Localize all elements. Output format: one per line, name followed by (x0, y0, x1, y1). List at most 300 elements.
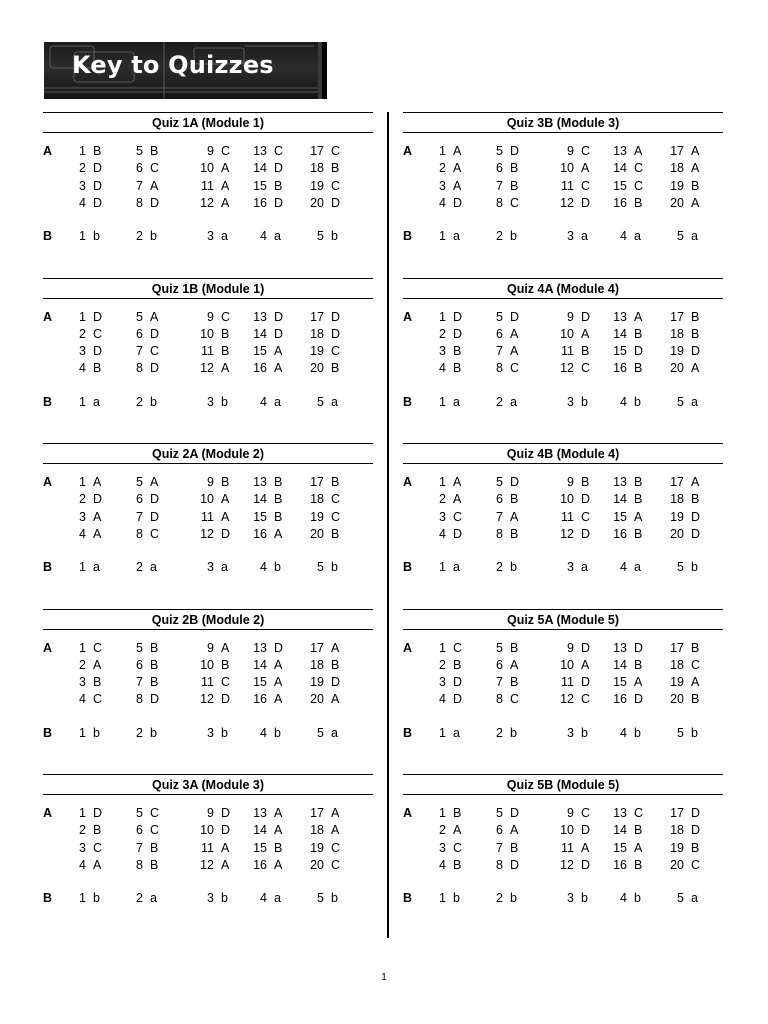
answer-row (72, 491, 372, 508)
answer-item (304, 178, 340, 195)
question-number: 15 (253, 509, 267, 524)
answer-letter: A (510, 344, 519, 359)
answer-letter: C (331, 509, 341, 524)
question-number: 9 (567, 806, 574, 820)
answer-item (432, 725, 460, 742)
question-number: 4 (620, 725, 627, 740)
question-number: 7 (496, 344, 503, 359)
answer-item (550, 160, 589, 177)
question-number: 13 (613, 475, 627, 489)
answer-letter: a (581, 560, 588, 574)
question-number: 7 (136, 840, 143, 855)
question-number: 16 (613, 857, 627, 872)
question-number: 1 (79, 475, 86, 489)
question-number: 6 (496, 161, 503, 176)
question-number: 13 (253, 309, 267, 324)
question-number: 12 (560, 195, 574, 210)
answer-item (190, 509, 229, 526)
answer-item (127, 143, 158, 160)
question-number: 14 (253, 657, 267, 672)
answer-letter: B (331, 657, 340, 672)
answer-item (432, 857, 461, 874)
answer-row (432, 343, 732, 360)
question-number: 2 (439, 492, 446, 507)
question-number: 4 (620, 394, 627, 409)
answer-item (607, 805, 643, 822)
answer-letter: b (634, 891, 641, 905)
question-number: 2 (496, 725, 503, 740)
quiz-block (43, 774, 373, 940)
question-number: 14 (613, 657, 627, 672)
question-number: 15 (253, 840, 267, 855)
answer-item (304, 326, 340, 343)
answer-item (127, 178, 158, 195)
answer-item (247, 526, 282, 543)
answer-letter: B (274, 475, 283, 489)
answer-row (72, 160, 372, 177)
answer-item (550, 360, 590, 377)
question-number: 3 (567, 891, 574, 905)
answer-item (72, 143, 101, 160)
question-number: 9 (207, 806, 214, 820)
answer-item (190, 657, 229, 674)
question-number: 6 (496, 657, 503, 672)
answer-letter: C (150, 526, 160, 541)
answer-letter: B (221, 344, 230, 359)
answer-item (72, 822, 101, 839)
answer-item (247, 725, 281, 742)
answer-item (664, 890, 698, 907)
answer-item (664, 674, 699, 691)
answer-row (432, 309, 732, 326)
answer-item (304, 160, 339, 177)
question-number: 2 (496, 394, 503, 409)
answer-item (72, 343, 102, 360)
answer-item (304, 309, 340, 326)
question-number: 5 (317, 229, 324, 243)
answer-row (72, 805, 372, 822)
answer-letter: D (691, 823, 701, 838)
answer-letter: B (510, 526, 519, 541)
quiz-block (43, 278, 373, 444)
answer-letter: D (510, 309, 520, 324)
answer-item (127, 160, 159, 177)
answer-item (664, 725, 698, 742)
answer-item (190, 526, 230, 543)
answer-letter: B (634, 857, 643, 872)
answer-row (72, 674, 372, 691)
answer-item (247, 822, 282, 839)
answer-item (127, 474, 158, 491)
answer-item (190, 725, 228, 742)
question-number: 7 (136, 344, 143, 359)
question-number: 2 (439, 657, 446, 672)
answer-letter: b (510, 229, 517, 243)
answer-item (247, 160, 283, 177)
answer-item (247, 195, 283, 212)
section-a-label: A (43, 144, 53, 158)
answer-letter: A (510, 823, 519, 838)
question-number: 1 (439, 560, 446, 574)
answer-letter: B (93, 675, 102, 690)
answer-letter: B (150, 840, 159, 855)
answer-letter: b (331, 560, 338, 574)
question-number: 18 (670, 326, 684, 341)
question-number: 19 (310, 344, 324, 359)
answer-letter: A (691, 475, 700, 489)
section-b-label: B (43, 725, 53, 740)
question-number: 5 (136, 475, 143, 489)
answer-item (487, 526, 518, 543)
question-number: 19 (670, 675, 684, 690)
answer-item (550, 857, 590, 874)
answer-letter: B (510, 840, 519, 855)
question-number: 16 (253, 195, 267, 210)
question-number: 2 (136, 394, 143, 409)
answer-letter: B (150, 675, 159, 690)
answer-letter: D (221, 526, 231, 541)
question-number: 4 (439, 857, 446, 872)
answer-row (432, 822, 732, 839)
answer-letter: D (691, 806, 701, 820)
question-number: 18 (310, 492, 324, 507)
question-number: 1 (79, 144, 86, 158)
answer-letter: a (634, 229, 641, 243)
answer-item (304, 228, 338, 245)
question-number: 2 (136, 891, 143, 905)
answer-item (247, 674, 282, 691)
answer-item (247, 474, 282, 491)
section-a-label: A (403, 144, 413, 158)
quiz-block (403, 609, 723, 775)
question-number: 1 (79, 640, 86, 655)
question-number: 3 (79, 840, 86, 855)
answer-item (127, 526, 159, 543)
question-number: 20 (310, 692, 324, 707)
answer-item (127, 559, 157, 576)
answer-item (247, 360, 282, 377)
answer-letter: b (150, 229, 157, 243)
answer-item (550, 890, 588, 907)
question-number: 10 (560, 657, 574, 672)
answer-item (127, 326, 159, 343)
answer-letter: C (581, 361, 591, 376)
answer-item (72, 526, 101, 543)
answer-item (550, 326, 589, 343)
answer-item (432, 805, 461, 822)
answer-letter: D (453, 675, 463, 690)
question-number: 13 (253, 144, 267, 158)
section-b-label: B (43, 394, 53, 409)
answer-item (607, 857, 642, 874)
answer-item (304, 840, 340, 857)
answer-letter: B (634, 475, 643, 489)
answer-letter: b (93, 891, 100, 905)
answer-item (550, 640, 590, 657)
answer-letter: b (634, 394, 641, 409)
question-number: 10 (200, 326, 214, 341)
question-number: 7 (496, 675, 503, 690)
question-number: 8 (136, 195, 143, 210)
question-number: 16 (253, 692, 267, 707)
question-number: 2 (496, 891, 503, 905)
answer-item (487, 228, 517, 245)
answer-item (127, 343, 159, 360)
question-number: 12 (200, 195, 214, 210)
answer-item (127, 491, 159, 508)
answer-item (304, 360, 339, 377)
answer-letter: b (581, 394, 588, 409)
answer-item (127, 890, 157, 907)
answer-letter: a (453, 394, 460, 409)
answer-item (247, 394, 281, 411)
answer-row (72, 195, 372, 212)
answer-letter: A (274, 526, 283, 541)
answer-item (487, 559, 517, 576)
question-number: 2 (79, 161, 86, 176)
question-number: 5 (496, 309, 503, 324)
answer-letter: D (691, 344, 701, 359)
answer-item (487, 343, 518, 360)
answer-item (664, 326, 699, 343)
answer-row (432, 195, 732, 212)
answer-letter: B (150, 144, 159, 158)
answer-letter: A (274, 857, 283, 872)
answer-letter: D (691, 526, 701, 541)
answer-letter: C (93, 692, 103, 707)
answer-item (72, 474, 101, 491)
answer-letter: B (634, 195, 643, 210)
answer-letter: B (221, 326, 230, 341)
answer-item (432, 360, 461, 377)
answer-item (304, 474, 339, 491)
answer-item (487, 640, 518, 657)
answer-letter: D (93, 806, 103, 820)
answer-row (72, 394, 372, 411)
question-number: 8 (496, 361, 503, 376)
answer-item (304, 725, 338, 742)
answer-item (550, 657, 589, 674)
question-number: 15 (613, 178, 627, 193)
question-number: 3 (439, 840, 446, 855)
answer-letter: a (634, 560, 641, 574)
answer-row (72, 640, 372, 657)
question-number: 6 (136, 326, 143, 341)
answer-item (664, 491, 699, 508)
quiz-title: Quiz 2B (Module 2) (43, 609, 373, 630)
answer-letter: A (221, 492, 230, 507)
question-number: 7 (136, 675, 143, 690)
answer-letter: D (150, 326, 160, 341)
answer-row (432, 178, 732, 195)
answer-item (550, 343, 589, 360)
answer-item (247, 143, 283, 160)
question-number: 14 (253, 161, 267, 176)
answer-letter: b (93, 725, 100, 740)
question-number: 1 (439, 725, 446, 740)
answer-letter: D (581, 857, 591, 872)
answer-letter: b (510, 725, 517, 740)
question-number: 4 (439, 195, 446, 210)
question-number: 17 (670, 309, 684, 324)
question-number: 11 (561, 840, 574, 855)
answer-letter: C (150, 161, 160, 176)
question-number: 4 (439, 692, 446, 707)
answer-letter: D (93, 492, 103, 507)
answer-letter: B (634, 657, 643, 672)
answer-letter: A (581, 161, 590, 176)
answer-letter: B (453, 361, 462, 376)
answer-item (607, 343, 643, 360)
answer-item (127, 394, 157, 411)
question-number: 4 (620, 560, 627, 574)
answer-item (127, 805, 159, 822)
answer-letter: C (150, 823, 160, 838)
question-number: 17 (670, 475, 684, 489)
answer-item (190, 822, 230, 839)
answer-item (664, 394, 698, 411)
question-number: 4 (620, 229, 627, 243)
answer-letter: C (150, 806, 160, 820)
question-number: 1 (79, 229, 86, 243)
answer-item (127, 195, 159, 212)
answer-letter: D (274, 161, 284, 176)
answer-item (664, 343, 700, 360)
question-number: 1 (439, 891, 446, 905)
answer-letter: A (691, 361, 700, 376)
question-number: 20 (310, 195, 324, 210)
answer-letter: C (581, 178, 591, 193)
question-number: 19 (670, 509, 684, 524)
question-number: 18 (310, 326, 324, 341)
answer-item (432, 657, 461, 674)
answer-letter: a (331, 394, 338, 409)
question-number: 12 (200, 692, 214, 707)
answer-letter: A (150, 178, 159, 193)
answer-item (432, 394, 460, 411)
answer-item (127, 840, 158, 857)
answer-letter: A (634, 144, 643, 158)
answer-item (607, 474, 642, 491)
answer-row (72, 326, 372, 343)
question-number: 9 (207, 309, 214, 324)
question-number: 4 (260, 394, 267, 409)
question-number: 3 (207, 891, 214, 905)
answer-item (190, 890, 228, 907)
question-number: 17 (310, 640, 324, 655)
question-number: 5 (677, 394, 684, 409)
answer-letter: C (691, 857, 701, 872)
answer-item (304, 691, 339, 708)
question-number: 14 (253, 823, 267, 838)
question-number: 19 (670, 344, 684, 359)
answer-item (487, 474, 519, 491)
answer-letter: A (453, 475, 462, 489)
question-number: 13 (253, 640, 267, 655)
answer-item (664, 691, 699, 708)
answer-letter: A (274, 692, 283, 707)
answer-item (127, 309, 158, 326)
answer-letter: A (453, 144, 462, 158)
answer-letter: b (331, 229, 338, 243)
answer-item (72, 725, 100, 742)
answer-item (72, 326, 102, 343)
answer-item (127, 657, 158, 674)
quiz-block (403, 774, 723, 940)
answer-letter: b (691, 725, 698, 740)
answer-letter: B (691, 692, 700, 707)
answer-item (127, 857, 158, 874)
question-number: 4 (260, 725, 267, 740)
title-banner (44, 42, 318, 99)
question-number: 4 (79, 692, 86, 707)
question-number: 4 (79, 526, 86, 541)
answer-letter: D (581, 195, 591, 210)
answer-letter: a (691, 394, 698, 409)
question-number: 8 (136, 692, 143, 707)
answer-item (487, 160, 518, 177)
question-number: 2 (496, 229, 503, 243)
question-number: 3 (207, 725, 214, 740)
answer-letter: B (453, 344, 462, 359)
answer-letter: a (510, 394, 517, 409)
answer-letter: D (150, 509, 160, 524)
question-number: 2 (136, 229, 143, 243)
answer-item (72, 805, 102, 822)
answer-item (247, 640, 283, 657)
question-number: 1 (79, 560, 86, 574)
question-number: 3 (567, 560, 574, 574)
answer-letter: a (453, 560, 460, 574)
answer-letter: A (274, 657, 283, 672)
question-number: 6 (136, 823, 143, 838)
answer-item (304, 857, 340, 874)
answer-letter: A (93, 509, 102, 524)
answer-letter: D (510, 806, 520, 820)
answer-row (72, 691, 372, 708)
question-number: 3 (439, 675, 446, 690)
answer-item (432, 474, 461, 491)
question-number: 19 (310, 178, 324, 193)
question-number: 3 (79, 675, 86, 690)
answer-letter: B (93, 823, 102, 838)
answer-item (664, 160, 699, 177)
answer-letter: B (691, 178, 700, 193)
question-number: 1 (79, 806, 86, 820)
answer-letter: D (93, 195, 103, 210)
answer-item (190, 805, 230, 822)
answer-item (304, 559, 338, 576)
answer-letter: A (331, 692, 340, 707)
answer-row (72, 509, 372, 526)
answer-item (432, 160, 461, 177)
answer-letter: D (581, 823, 591, 838)
answer-item (190, 691, 230, 708)
question-number: 6 (136, 657, 143, 672)
quiz-title: Quiz 4A (Module 4) (403, 278, 723, 299)
quiz-block (43, 112, 373, 278)
answer-letter: C (150, 344, 160, 359)
answer-letter: D (93, 344, 103, 359)
answer-letter: B (274, 840, 283, 855)
answer-item (607, 674, 642, 691)
answer-item (487, 822, 518, 839)
answer-letter: C (331, 178, 341, 193)
answer-item (607, 640, 643, 657)
question-number: 5 (136, 309, 143, 324)
answer-row (72, 309, 372, 326)
question-number: 15 (253, 178, 267, 193)
